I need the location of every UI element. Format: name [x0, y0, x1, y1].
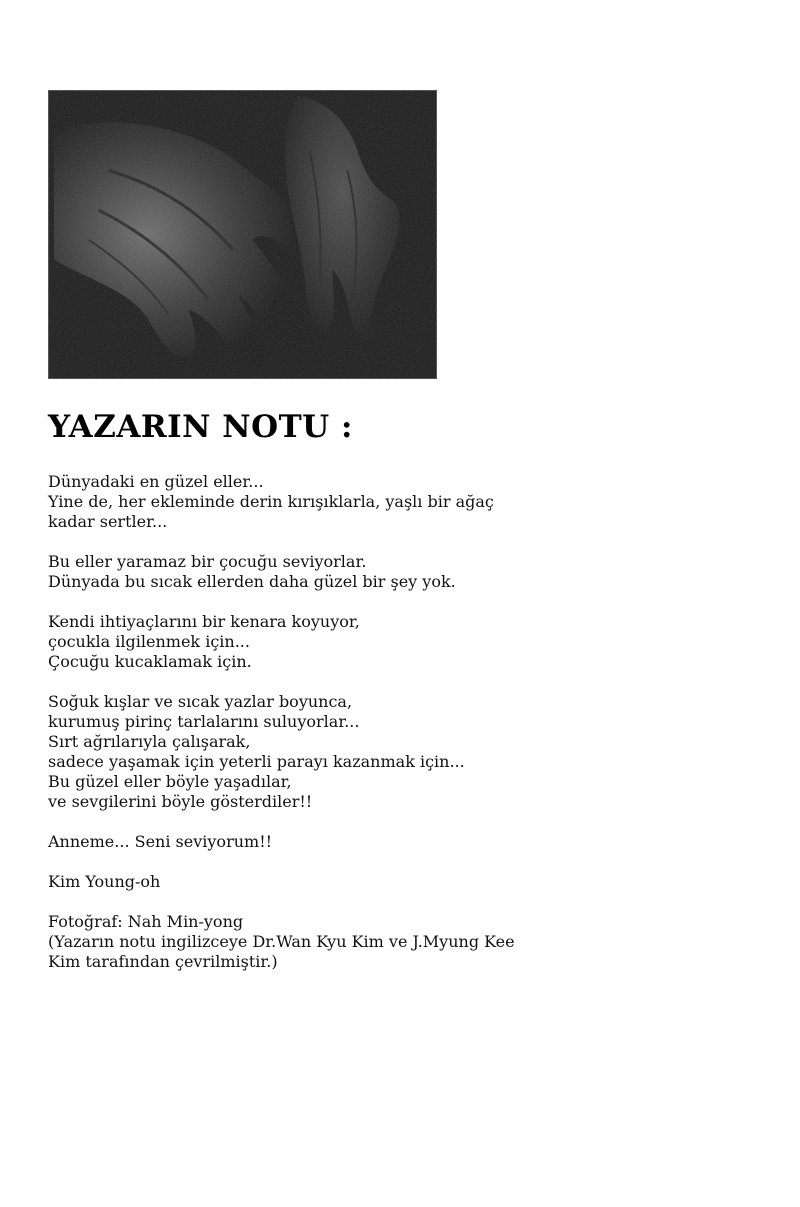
text-line: Kendi ihtiyaçlarını bir kenara koyuyor,	[48, 612, 360, 631]
text-line: Kim tarafından çevrilmiştir.)	[48, 952, 278, 971]
author-signature	[48, 872, 688, 892]
text-line: Kim Young-oh	[48, 872, 161, 891]
authors-note-body	[48, 472, 688, 992]
credits	[48, 912, 688, 972]
text-line: Dünyadaki en güzel eller...	[48, 472, 264, 491]
text-line: sadece yaşamak için yeterli parayı kazanmak için...	[48, 752, 465, 771]
text-line: (Yazarın notu ingilizceye Dr.Wan Kyu Kim ve J.Myung Kee	[48, 932, 515, 951]
stanza	[48, 692, 688, 812]
stanza	[48, 612, 688, 672]
page-title: YAZARIN NOTU :	[48, 409, 353, 445]
hands-photo	[48, 90, 437, 379]
dedication	[48, 832, 688, 852]
text-line: Bu güzel eller böyle yaşadılar,	[48, 772, 292, 791]
text-line: kadar sertler...	[48, 512, 168, 531]
stanza	[48, 552, 688, 592]
text-line: Soğuk kışlar ve sıcak yazlar boyunca,	[48, 692, 353, 711]
text-line: çocukla ilgilenmek için...	[48, 632, 250, 651]
text-line: Fotoğraf: Nah Min-yong	[48, 912, 244, 931]
stanza	[48, 472, 688, 532]
text-line: Anneme... Seni seviyorum!!	[48, 832, 273, 851]
text-line: Sırt ağrılarıyla çalışarak,	[48, 732, 251, 751]
text-line: Yine de, her ekleminde derin kırışıklarla, yaşlı bir ağaç	[48, 492, 494, 511]
text-line: ve sevgilerini böyle gösterdiler!!	[48, 792, 313, 811]
text-line: Bu eller yaramaz bir çocuğu seviyorlar.	[48, 552, 367, 571]
text-line: Çocuğu kucaklamak için.	[48, 652, 252, 671]
hands-illustration	[49, 91, 436, 378]
text-line: kurumuş pirinç tarlalarını suluyorlar...	[48, 712, 360, 731]
text-line: Dünyada bu sıcak ellerden daha güzel bir şey yok.	[48, 572, 456, 591]
